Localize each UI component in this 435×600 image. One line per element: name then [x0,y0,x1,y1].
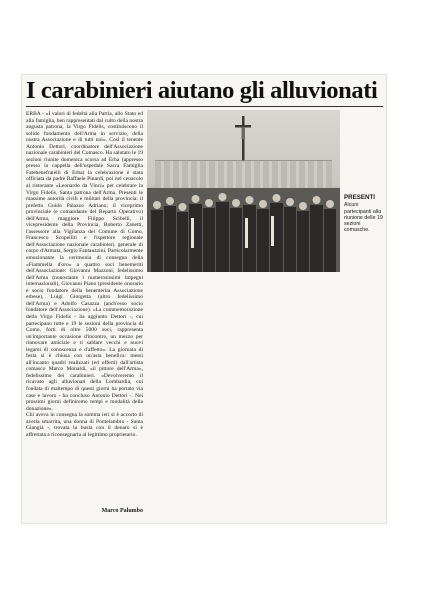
caption-title: PRESENTI [344,194,375,201]
article-body [26,111,143,438]
article-paragraph: ERBA - «I valori di fedeltà alla Patria, allo Stato ed alla famiglia, ben rappresentati dal culto della nostra augusta patrona, la Virgo Fidelis, costituiscono il solido fondamento dell'Arma in servizio, della nostra Associazione e di tutti noi». Così il tenente Antonio Dettori, coordinatore dell'Associazione nazionale carabinieri del Comasco. Ha salutato le 19 sezioni riunite domenica scorsa ad Erba (appresso presso la cappella dell'ospedale Sacra Famiglia Fatebenefratelli di Erba) la celebrazione è stata officiata da padre Raffaele Pinardi, poi nel cenacolo al ristorante «Leonardo da Vinci» per celebrare la Virgo Fidelis, Santa patrona dell'Arma. Presenti le massime autorità civili e militari della provincia: il prefetto Guido Palazzo Adriano; il viceprimo provinciale (e comandante del Reparto Operativo) dell'Arma, maggiore Filippo Scibelli, il vicepresidente della Provincia, Roberto Zanetti, l'assessore alla Vigilanza del Comune di Como, Francesco Scopelliti e l'ispettore regionale dell'Associazione nazionale carabinieri, generale di corpo d'Armata, Sergio Fantauzzini. Particolarmente emozionante la cerimonia di consegna della «Fiammella d'oro» a quattro soci benemeriti dell'Associazione: Giovanni Mazzoni, fedelissimo dell'Arma (nonostante i numerosissimi impegni internazionali), Giovanni Piano (presidente onorario e socio fondatore della benemerita Associazione erbese), Luigi Giorgetta (altro fedelissimo dell'Arma) e Adolfo Casazza (anch'esso socio fondatore dell'Associazione). «La commemorazione della Virgo Fidelis - ha aggiunto Dettori -, cui partecipano tutte e 19 le sezioni della provincia di Como, forti di oltre 5000 soci, rappresenta un'importante occasione d'incontro, un mezzo per rinnovare amicizie e ri saldare vecchi e nuovi legami di conoscenza e d'affetto». La giornata di festa si è chiusa con un'asta benefica: messi all'incanto quadri realizzati (ed offerti) dall'artista comasco Marco Monaldi, «il pittore dell'Arma», fedelissimo dei carabinieri. «Devolveremo il ricavato agli alluvionati della Lombardia, coi fondata di maltempo di questi giorni ha portato via case e lavoro - ha concluso Antonio Dettori -. Nei prossimi giorni definiremo tempi e modalità della donazione». [26,111,143,412]
caption-text: Alcuni partecipanti alla riunione delle 19 sezioni comasche. [344,202,383,234]
ceremony-photo [147,110,340,272]
newspaper-clipping [22,75,386,523]
photo-caption [344,195,386,234]
chapel-wall [155,160,332,191]
article-headline: I carabinieri aiutano gli alluvionati [26,77,378,104]
article-paragraph: Chi aveva in consegna la somma ieri si è accorto di averla smarrita, una donna di Pontelambro - Santa Giangià -, trovata la busta con il denaro si è affrettata a riconsegnarla al legittimo proprietario. [26,412,143,438]
headline-rule [26,106,383,107]
article-signature: Marco Palumbo [101,508,143,514]
crucifix-icon [233,116,253,162]
group-of-people-icon [147,188,340,272]
